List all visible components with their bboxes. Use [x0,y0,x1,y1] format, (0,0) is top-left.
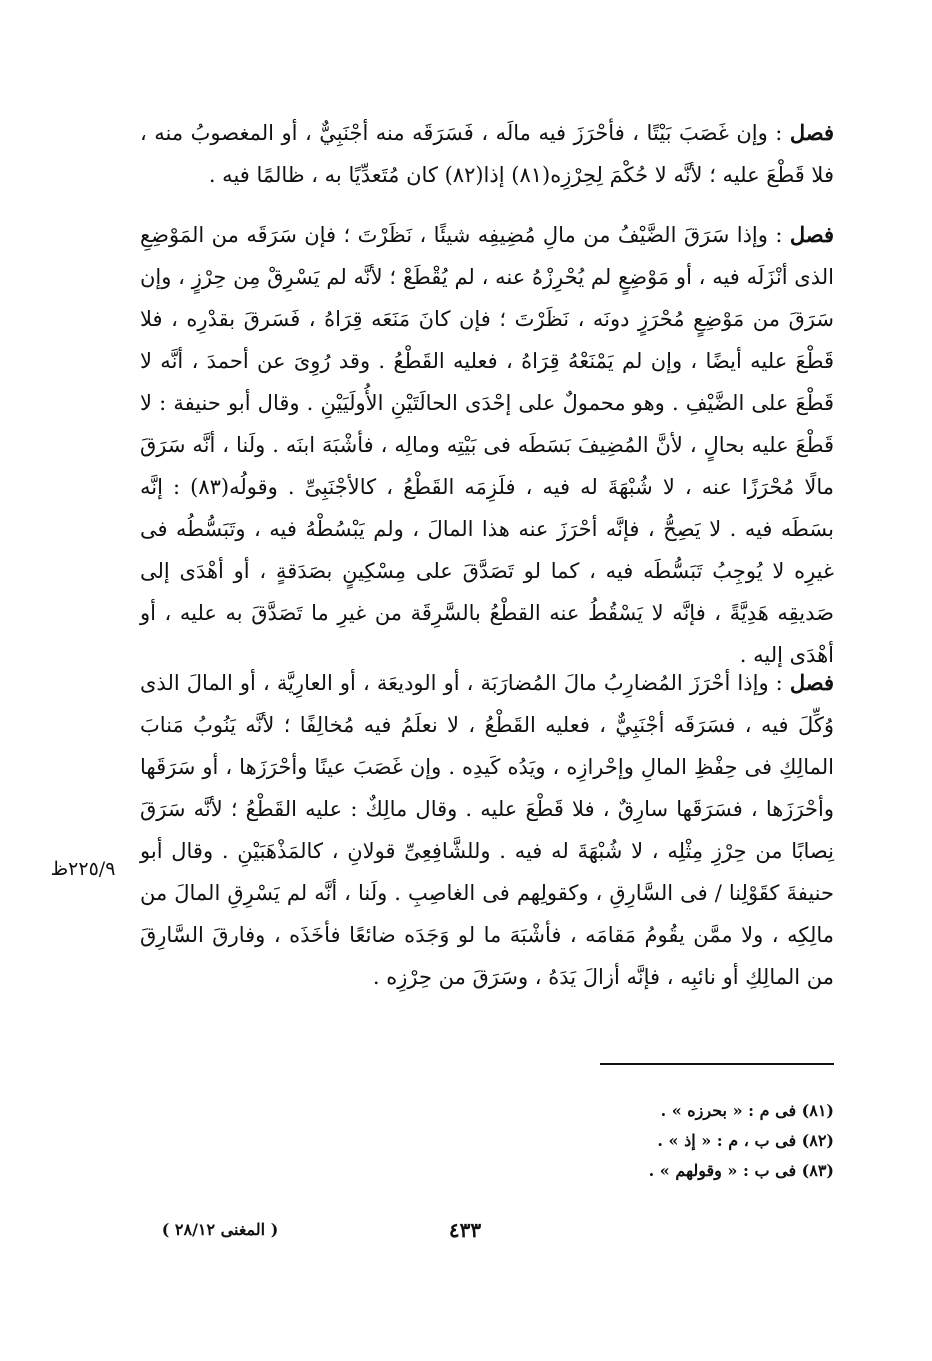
paragraph-2 [140,214,834,676]
paragraph-1-text: : وإن غَصَبَ بَيْتًا ، فأحْرَزَ فيه مالَه ، فَسَرَقَه منه أجْنَبِيٌّ ، أو المغصوبُ منه ، فلا قَطْعَ عليه ؛ لأنَّه لا حُكْمَ لِحِرْزِه(٨١) إذا(٨٢) كان مُتَعدِّيًا به ، ظالمًا فيه . [140,121,834,187]
paragraph-2-head: فصل [789,222,834,247]
manuscript-margin-note: ٢٢٥/٩ظ [50,858,116,880]
paragraph-3-head: فصل [789,670,834,695]
paragraph-3 [140,662,834,998]
page-number: ٤٣٣ [448,1218,482,1242]
paragraph-1-head: فصل [789,120,834,145]
footnote-divider [600,1063,834,1065]
footnote-81: (٨١) فى م : « بحرزه » . [660,1101,834,1120]
paragraph-1 [140,112,834,196]
footnotes [560,1096,834,1186]
paragraph-3-text: : وإذا أحْرَزَ المُضارِبُ مالَ المُضارَبَة ، أو الوديعَة ، أو العارِيَّة ، أو المالَ الذى وُكِّلَ فيه ، فسَرَقَه أجْنَبِيٌّ ، فعليه القَطْعُ ، لا نعلَمُ فيه مُخالِفًا ؛ لأنَّه يَنُوبُ مَنابَ المالِكِ فى حِفْظِ المالِ وإحْرازِه ، ويَدُه كَيدِه . وإن غَصَبَ عينًا وأحْرَزَها ، أو سَرَقَها وأحْرَزَها ، فسَرَقَها سارِقٌ ، فلا قَطْعَ عليه . وقال مالِكٌ : عليه القَطْعُ ؛ لأنَّه سَرَقَ نِصابًا من حِرْزِ مِثْلِه ، لا شُبْهَةَ له فيه . وللشَّافِعِىِّ قولانِ ، كالمَذْهَبَيْنِ . وقال أبو حنيفةَ كقَوْلِنا / فى السَّارِقِ ، وكقولِهم فى الغاصِبِ . ولَنا ، أنَّه لم يَسْرِقِ المالَ من مالِكِه ، ولا ممَّن يقُومُ مَقامَه ، فأشْبَهَ ما لو وَجَدَه ضائعًا فأخَذَه ، وفارقَ السَّارِقَ من المالِكِ أو نائبِه ، فإنَّه أزالَ يَدَهُ ، وسَرَقَ من حِرْزِه . [140,671,834,989]
paragraph-2-text: : وإذا سَرَقَ الضَّيْفُ من مالِ مُضِيفِه شيئًا ، نَظَرْتَ ؛ فإن سَرَقَه من المَوْضِعِ الذى أنْزَلَه فيه ، أو مَوْضِعٍ لم يُحْرِزْهُ عنه ، لم يُقْطَعْ ؛ لأنَّه لم يَسْرِقْ مِن حِرْزٍ ، وإن سَرَقَ من مَوْضِعٍ مُحْرَزٍ دونَه ، نَظَرْتَ ؛ فإن كانَ مَنَعَه قِرَاهُ ، فَسَرقَ بقدْرِه ، فلا قَطْعَ عليه أيضًا ، وإن لم يَمْنَعْهُ قِرَاهُ ، فعليه القَطْعُ . وقد رُوِىَ عن أحمدَ ، أنَّه لا قَطْعَ على الضَّيْفِ . وهو محمولٌ على إحْدَى الحالَتَيْنِ الأُولَيَيْنِ . وقال أبو حنيفة : لا قَطْعَ عليه بحالٍ ، لأنَّ المُضِيفَ بَسَطَه فى بَيْتِه ومالِه ، فأشْبَهَ ابنَه . ولَنا ، أنَّه سَرَقَ مالًا مُحْرَزًا عنه ، لا شُبْهَةَ له فيه ، فلَزِمَه القَطْعُ ، كالأجْنَبِىِّ . وقولُه(٨٣) : إنَّه بسَطَه فيه . لا يَصِحُّ ، فإنَّه أحْرَزَ عنه هذا المالَ ، ولم يَبْسُطْهُ فيه ، وتَبَسُّطُه فى غيرِه لا يُوجِبُ تَبَسُّطَه فيه ، كما لو تَصَدَّقَ على مِسْكِينٍ بصَدَقةٍ ، أو أهْدَى إلى صَديقِه هَدِيَّةً ، فإنَّه لا يَسْقُطُ عنه القطْعُ بالسَّرِقَة من غيرِ ما تَصَدَّقَ به عليه ، أو أهْدَى إليه . [140,223,834,667]
footnote-82: (٨٢) فى ب ، م : « إذ » . [657,1131,834,1150]
source-reference: ( المغنى ٢٨/١٢ ) [161,1220,279,1239]
footnote-83: (٨٣) فى ب : « وقولهم » . [648,1161,834,1180]
